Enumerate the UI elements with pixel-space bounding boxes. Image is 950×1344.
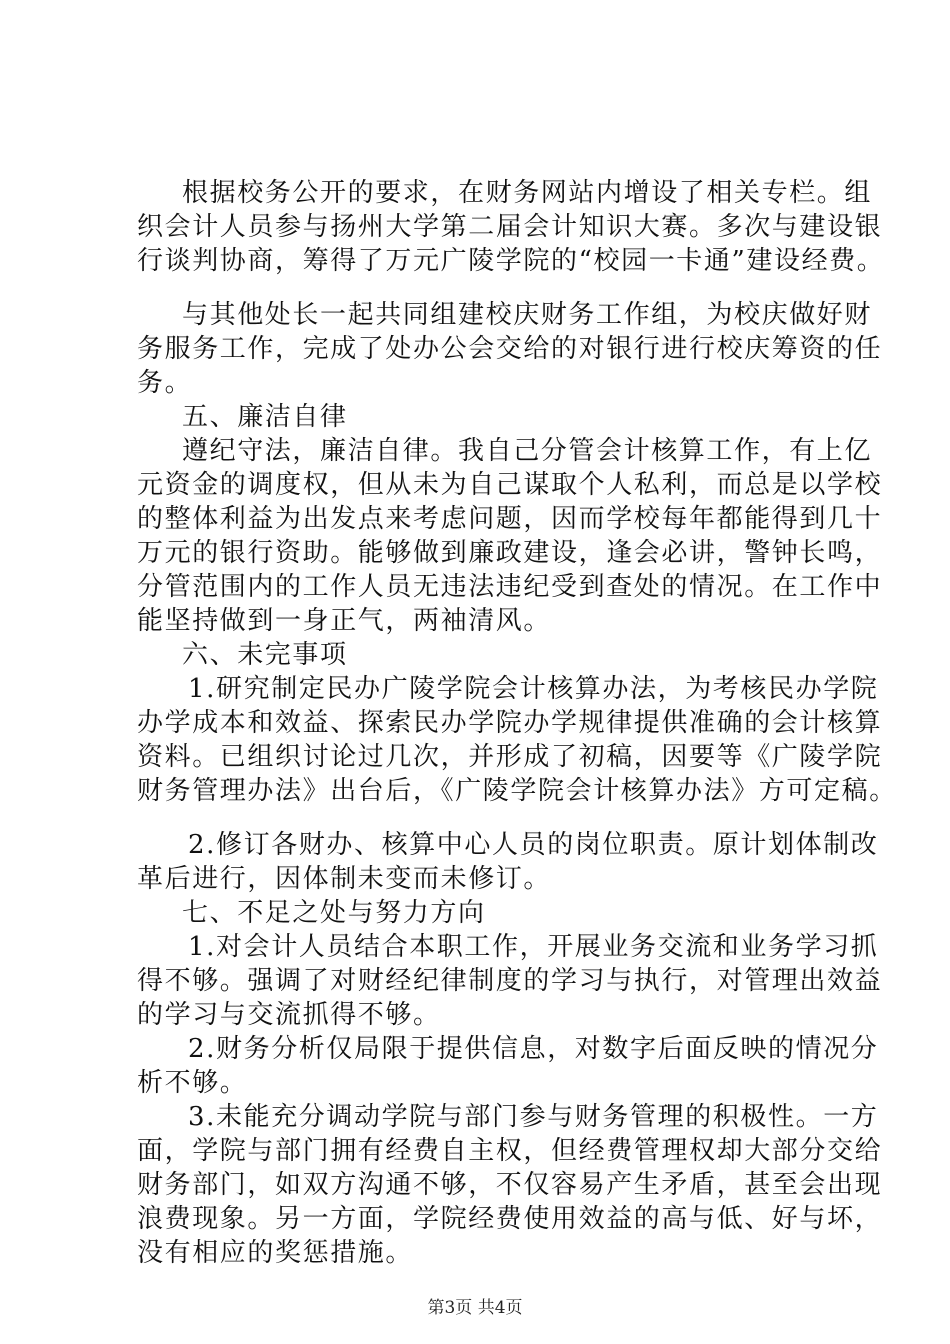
text-line: 2.财务分析仅局限于提供信息，对数字后面反映的情况分 bbox=[188, 1034, 879, 1064]
text-line: 遵纪守法，廉洁自律。我自己分管会计核算工作，有上亿 bbox=[182, 436, 873, 466]
text-line: 浪费现象。另一方面，学院经费使用效益的高与低、好与坏， bbox=[137, 1204, 883, 1234]
text-line: 革后进行，因体制未变而未修订。 bbox=[137, 864, 552, 894]
text-line: 3.未能充分调动学院与部门参与财务管理的积极性。一方 bbox=[188, 1102, 879, 1132]
text-line: 面，学院与部门拥有经费自主权，但经费管理权却大部分交给 bbox=[137, 1136, 883, 1166]
text-line: 能坚持做到一身正气，两袖清风。 bbox=[137, 606, 552, 636]
text-line: 2.修订各财办、核算中心人员的岗位职责。原计划体制改 bbox=[188, 830, 879, 860]
text-line: 分管范围内的工作人员无违法违纪受到查处的情况。在工作中 bbox=[137, 572, 883, 602]
section-heading: 七、不足之处与努力方向 bbox=[182, 898, 486, 928]
text-line: 财务部门，如双方沟通不够，不仅容易产生矛盾，甚至会出现 bbox=[137, 1170, 883, 1200]
text-line: 1.研究制定民办广陵学院会计核算办法，为考核民办学院 bbox=[188, 674, 879, 704]
text-line: 财务管理办法》出台后，《广陵学院会计核算办法》方可定稿。 bbox=[137, 776, 897, 806]
text-line: 元资金的调度权，但从未为自己谋取个人私利，而总是以学校 bbox=[137, 470, 883, 500]
text-line: 行谈判协商，筹得了万元广陵学院的“校园一卡通”建设经费。 bbox=[137, 246, 885, 276]
text-line: 务服务工作，完成了处办公会交给的对银行进行校庆筹资的任 bbox=[137, 334, 883, 364]
text-line: 没有相应的奖惩措施。 bbox=[137, 1238, 414, 1268]
section-heading: 五、廉洁自律 bbox=[182, 402, 348, 432]
text-line: 根据校务公开的要求，在财务网站内增设了相关专栏。组 bbox=[182, 178, 873, 208]
text-line: 与其他处长一起共同组建校庆财务工作组，为校庆做好财 bbox=[182, 300, 873, 330]
text-line: 的学习与交流抓得不够。 bbox=[137, 1000, 441, 1030]
text-line: 万元的银行资助。能够做到廉政建设，逢会必讲，警钟长鸣， bbox=[137, 538, 883, 568]
page-number: 第3页 共4页 bbox=[427, 1298, 523, 1318]
text-line: 得不够。强调了对财经纪律制度的学习与执行，对管理出效益 bbox=[137, 966, 883, 996]
section-heading: 六、未完事项 bbox=[182, 640, 348, 670]
text-line: 务。 bbox=[137, 368, 193, 398]
text-line: 的整体利益为出发点来考虑问题，因而学校每年都能得到几十 bbox=[137, 504, 883, 534]
text-line: 析不够。 bbox=[137, 1068, 248, 1098]
text-line: 1.对会计人员结合本职工作，开展业务交流和业务学习抓 bbox=[188, 932, 879, 962]
text-line: 织会计人员参与扬州大学第二届会计知识大赛。多次与建设银 bbox=[137, 212, 883, 242]
text-line: 办学成本和效益、探索民办学院办学规律提供准确的会计核算 bbox=[137, 708, 883, 738]
text-line: 资料。已组织讨论过几次，并形成了初稿，因要等《广陵学院 bbox=[137, 742, 883, 772]
